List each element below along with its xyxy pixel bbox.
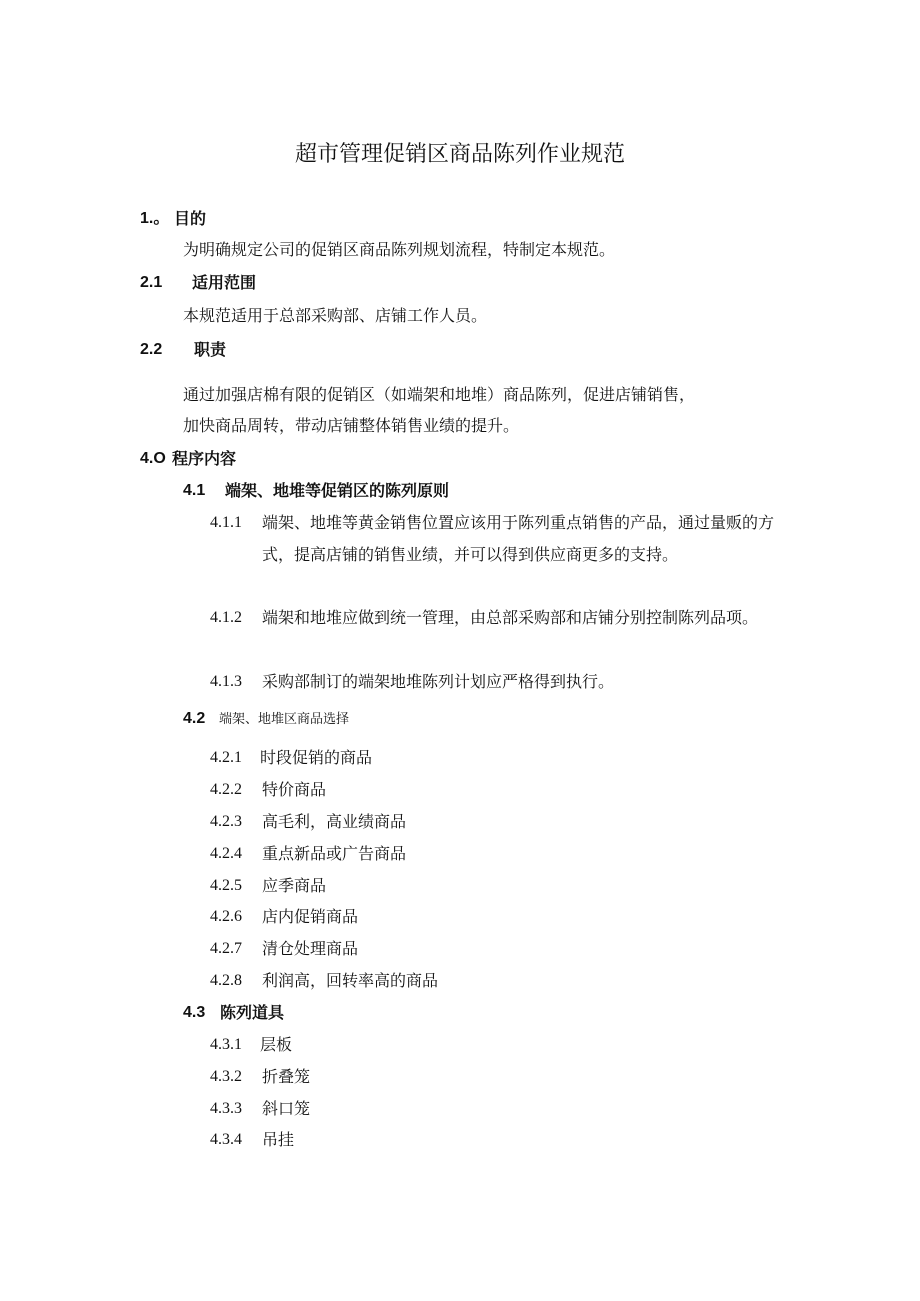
item-4-2-4-text: 重点新品或广告商品 — [262, 844, 407, 863]
item-4-2-5-number: 4.2.5 — [210, 877, 242, 894]
section-1-heading: 目的 — [174, 209, 207, 228]
document-title: 超市管理促销区商品陈列作业规范 — [294, 142, 625, 167]
item-4-2-1-text: 时段促销的商品 — [260, 748, 373, 767]
item-4-2-2-text: 特价商品 — [262, 780, 327, 799]
item-4-3-1-number: 4.3.1 — [210, 1036, 242, 1053]
section-4-1-heading: 端架、地堆等促销区的陈列原则 — [225, 481, 450, 500]
section-2-2-line-2: 加快商品周转，带动店铺整体销售业绩的提升。 — [183, 416, 520, 435]
item-4-2-4-number: 4.2.4 — [210, 845, 242, 862]
item-4-1-1-number: 4.1.1 — [210, 514, 242, 531]
section-2-1-number: 2.1 — [140, 274, 163, 291]
section-2-2-line-1: 通过加强店棉有限的促销区（如端架和地堆）商品陈列，促进店铺销售， — [183, 385, 696, 404]
section-1-number: 1.。 — [140, 210, 170, 227]
item-4-1-2-text: 端架和地堆应做到统一管理，由总部采购部和店铺分别控制陈列品项。 — [262, 608, 759, 627]
item-4-3-3-text: 斜口笼 — [262, 1099, 311, 1118]
item-4-3-1-text: 层板 — [260, 1035, 293, 1054]
section-2-2-number: 2.2 — [140, 341, 163, 358]
section-2-2-heading: 职责 — [194, 340, 227, 359]
item-4-2-6-number: 4.2.6 — [210, 908, 242, 925]
item-4-2-5-text: 应季商品 — [262, 876, 327, 895]
section-4-1-number: 4.1 — [183, 482, 206, 499]
item-4-3-2-text: 折叠笼 — [262, 1067, 311, 1086]
section-4-2-heading: 端架、地堆区商品选择 — [219, 712, 350, 727]
item-4-3-4-number: 4.3.4 — [210, 1131, 242, 1148]
item-4-2-6-text: 店内促销商品 — [262, 907, 359, 926]
item-4-2-8-text: 利润高，回转率高的商品 — [262, 971, 439, 990]
section-4-number: 4.O — [140, 450, 166, 467]
item-4-2-7-text: 清仓处理商品 — [262, 939, 359, 958]
section-4-3-heading: 陈列道具 — [220, 1003, 285, 1022]
section-1-text: 为明确规定公司的促销区商品陈列规划流程，特制定本规范。 — [183, 240, 616, 259]
item-4-1-3-number: 4.1.3 — [210, 673, 242, 690]
item-4-1-2-number: 4.1.2 — [210, 609, 242, 626]
item-4-1-3-text: 采购部制订的端架地堆陈列计划应严格得到执行。 — [262, 672, 615, 691]
section-2-1-text: 本规范适用于总部采购部、店铺工作人员。 — [183, 306, 488, 325]
item-4-1-1-text: 端架、地堆等黄金销售位置应该用于陈列重点销售的产品，通过量贩的方式，提高店铺的销售业绩，并可以得到供应商更多的支持。 — [262, 513, 775, 564]
section-4-3-number: 4.3 — [183, 1004, 206, 1021]
item-4-2-3-text: 高毛利，高业绩商品 — [262, 812, 407, 831]
item-4-3-2-number: 4.3.2 — [210, 1068, 242, 1085]
item-4-2-1-number: 4.2.1 — [210, 749, 242, 766]
item-4-3-4-text: 吊挂 — [262, 1130, 295, 1149]
item-4-3-3-number: 4.3.3 — [210, 1100, 242, 1117]
item-4-2-7-number: 4.2.7 — [210, 940, 242, 957]
section-2-1-heading: 适用范围 — [192, 273, 257, 292]
item-4-2-3-number: 4.2.3 — [210, 813, 242, 830]
section-4-2-number: 4.2 — [183, 710, 206, 727]
item-4-2-2-number: 4.2.2 — [210, 781, 242, 798]
item-4-2-8-number: 4.2.8 — [210, 972, 242, 989]
section-4-heading: 程序内容 — [172, 449, 237, 468]
